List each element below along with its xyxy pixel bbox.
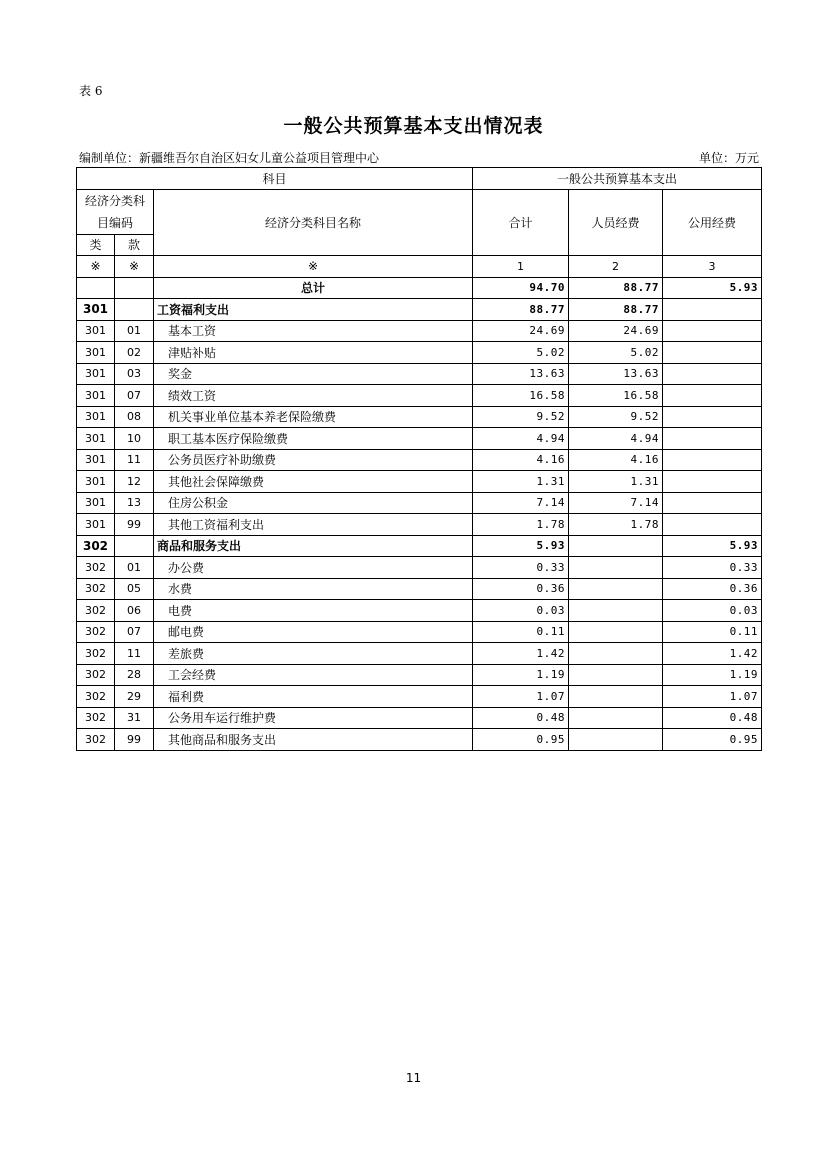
personnel-cell [569,535,663,557]
table-row [77,492,762,514]
kuan-cell: 99 [115,729,154,751]
name-cell: 福利费 [154,686,473,708]
public-header: 公用经费 [663,189,762,256]
summary-empty-cell [115,277,154,299]
table-row [77,621,762,643]
public-cell [663,406,762,428]
table-row [77,471,762,493]
name-cell: 机关事业单位基本养老保险缴费 [154,406,473,428]
table-row [77,320,762,342]
table-row [77,342,762,364]
econ-code-header: 经济分类科目编码 [77,189,154,234]
name-cell: 津贴补贴 [154,342,473,364]
lei-cell: 302 [77,643,115,665]
table-row [77,600,762,622]
total-cell: 0.36 [473,578,569,600]
kuan-cell: 13 [115,492,154,514]
public-cell [663,320,762,342]
name-cell: 商品和服务支出 [154,535,473,557]
organization-label: 编制单位：新疆维吾尔自治区妇女儿童公益项目管理中心 [79,151,380,165]
total-cell: 1.31 [473,471,569,493]
kuan-cell: 31 [115,707,154,729]
kuan-header: 款 [115,234,154,256]
name-cell: 邮电费 [154,621,473,643]
public-cell: 0.36 [663,578,762,600]
public-cell [663,342,762,364]
name-cell: 其他社会保障缴费 [154,471,473,493]
table-number-label: 表 6 [79,84,103,98]
personnel-cell [569,578,663,600]
name-cell: 其他商品和服务支出 [154,729,473,751]
lei-cell: 302 [77,621,115,643]
public-cell [663,449,762,471]
lei-cell: 302 [77,707,115,729]
personnel-cell: 4.16 [569,449,663,471]
name-cell: 办公费 [154,557,473,579]
public-cell: 0.11 [663,621,762,643]
lei-cell: 301 [77,449,115,471]
kuan-cell: 02 [115,342,154,364]
table-row [77,299,762,321]
subject-header: 科目 [77,168,473,190]
unit-label: 单位：万元 [698,151,759,165]
kuan-cell: 28 [115,664,154,686]
personnel-cell: 13.63 [569,363,663,385]
table-row [77,686,762,708]
kuan-cell: 29 [115,686,154,708]
lei-header: 类 [77,234,115,256]
total-cell: 0.11 [473,621,569,643]
total-cell: 9.52 [473,406,569,428]
kuan-cell: 08 [115,406,154,428]
total-cell: 24.69 [473,320,569,342]
lei-cell: 302 [77,578,115,600]
lei-cell: 302 [77,557,115,579]
lei-cell: 301 [77,385,115,407]
name-cell: 电费 [154,600,473,622]
col-number-1: 1 [473,256,569,278]
total-cell: 7.14 [473,492,569,514]
table-row [77,643,762,665]
total-cell: 0.33 [473,557,569,579]
kuan-cell: 10 [115,428,154,450]
lei-cell: 302 [77,600,115,622]
kuan-cell: 11 [115,643,154,665]
total-cell: 0.03 [473,600,569,622]
table-row [77,428,762,450]
personnel-cell: 4.94 [569,428,663,450]
public-cell [663,514,762,536]
total-cell: 4.94 [473,428,569,450]
public-cell [663,492,762,514]
total-cell: 5.02 [473,342,569,364]
personnel-cell: 88.77 [569,299,663,321]
public-cell: 1.07 [663,686,762,708]
lei-cell: 301 [77,320,115,342]
kuan-cell: 01 [115,320,154,342]
personnel-cell [569,707,663,729]
lei-cell: 301 [77,428,115,450]
summary-empty-cell [77,277,115,299]
public-cell: 0.03 [663,600,762,622]
total-cell: 13.63 [473,363,569,385]
personnel-cell: 16.58 [569,385,663,407]
public-cell: 5.93 [663,535,762,557]
public-cell [663,363,762,385]
summary-row [77,277,762,299]
personnel-cell: 24.69 [569,320,663,342]
public-cell: 1.42 [663,643,762,665]
personnel-cell: 9.52 [569,406,663,428]
public-cell [663,385,762,407]
public-cell: 0.48 [663,707,762,729]
name-cell: 差旅费 [154,643,473,665]
public-cell [663,471,762,493]
public-cell [663,428,762,450]
name-cell: 基本工资 [154,320,473,342]
total-cell: 88.77 [473,299,569,321]
kuan-cell: 03 [115,363,154,385]
table-row [77,514,762,536]
kuan-cell: 01 [115,557,154,579]
total-cell: 4.16 [473,449,569,471]
table-row [77,363,762,385]
personnel-cell [569,600,663,622]
name-cell: 其他工资福利支出 [154,514,473,536]
lei-cell: 301 [77,492,115,514]
mark-cell: ※ [154,256,473,278]
lei-cell: 302 [77,664,115,686]
personnel-cell: 7.14 [569,492,663,514]
name-cell: 水费 [154,578,473,600]
lei-cell: 302 [77,535,115,557]
name-cell: 住房公积金 [154,492,473,514]
col-number-3: 3 [663,256,762,278]
budget-header: 一般公共预算基本支出 [473,168,762,190]
kuan-cell: 12 [115,471,154,493]
total-cell: 0.48 [473,707,569,729]
header-row-mid [77,189,762,234]
summary-personnel: 88.77 [569,277,663,299]
col-number-2: 2 [569,256,663,278]
budget-table [76,167,762,751]
summary-label: 总计 [154,277,473,299]
total-header: 合计 [473,189,569,256]
total-cell: 1.07 [473,686,569,708]
kuan-cell: 07 [115,621,154,643]
kuan-cell: 99 [115,514,154,536]
personnel-cell: 5.02 [569,342,663,364]
lei-cell: 301 [77,514,115,536]
personnel-cell: 1.31 [569,471,663,493]
summary-total: 94.70 [473,277,569,299]
personnel-cell: 1.78 [569,514,663,536]
lei-cell: 302 [77,729,115,751]
table-row [77,449,762,471]
lei-cell: 302 [77,686,115,708]
mark-cell: ※ [115,256,154,278]
personnel-cell [569,686,663,708]
total-cell: 1.78 [473,514,569,536]
table-row [77,729,762,751]
lei-cell: 301 [77,406,115,428]
page-title: 一般公共预算基本支出情况表 [283,115,544,137]
kuan-cell [115,535,154,557]
mark-row [77,256,762,278]
name-cell: 工会经费 [154,664,473,686]
table-row [77,578,762,600]
summary-public: 5.93 [663,277,762,299]
name-cell: 绩效工资 [154,385,473,407]
table-row [77,707,762,729]
name-cell: 职工基本医疗保险缴费 [154,428,473,450]
personnel-cell [569,643,663,665]
kuan-cell: 05 [115,578,154,600]
name-cell: 奖金 [154,363,473,385]
name-cell: 公务员医疗补助缴费 [154,449,473,471]
page-number: 11 [405,1071,422,1085]
table-row [77,385,762,407]
kuan-cell: 11 [115,449,154,471]
personnel-header: 人员经费 [569,189,663,256]
public-cell: 0.95 [663,729,762,751]
name-cell: 工资福利支出 [154,299,473,321]
table-row [77,535,762,557]
personnel-cell [569,621,663,643]
total-cell: 0.95 [473,729,569,751]
total-cell: 1.42 [473,643,569,665]
total-cell: 5.93 [473,535,569,557]
table-row [77,406,762,428]
kuan-cell: 07 [115,385,154,407]
mark-cell: ※ [77,256,115,278]
lei-cell: 301 [77,299,115,321]
kuan-cell: 06 [115,600,154,622]
public-cell: 0.33 [663,557,762,579]
header-row-top [77,168,762,190]
personnel-cell [569,557,663,579]
table-row [77,664,762,686]
public-cell: 1.19 [663,664,762,686]
lei-cell: 301 [77,471,115,493]
public-cell [663,299,762,321]
lei-cell: 301 [77,363,115,385]
total-cell: 16.58 [473,385,569,407]
name-cell: 公务用车运行维护费 [154,707,473,729]
lei-cell: 301 [77,342,115,364]
personnel-cell [569,729,663,751]
total-cell: 1.19 [473,664,569,686]
econ-name-header: 经济分类科目名称 [154,189,473,256]
personnel-cell [569,664,663,686]
table-row [77,557,762,579]
kuan-cell [115,299,154,321]
